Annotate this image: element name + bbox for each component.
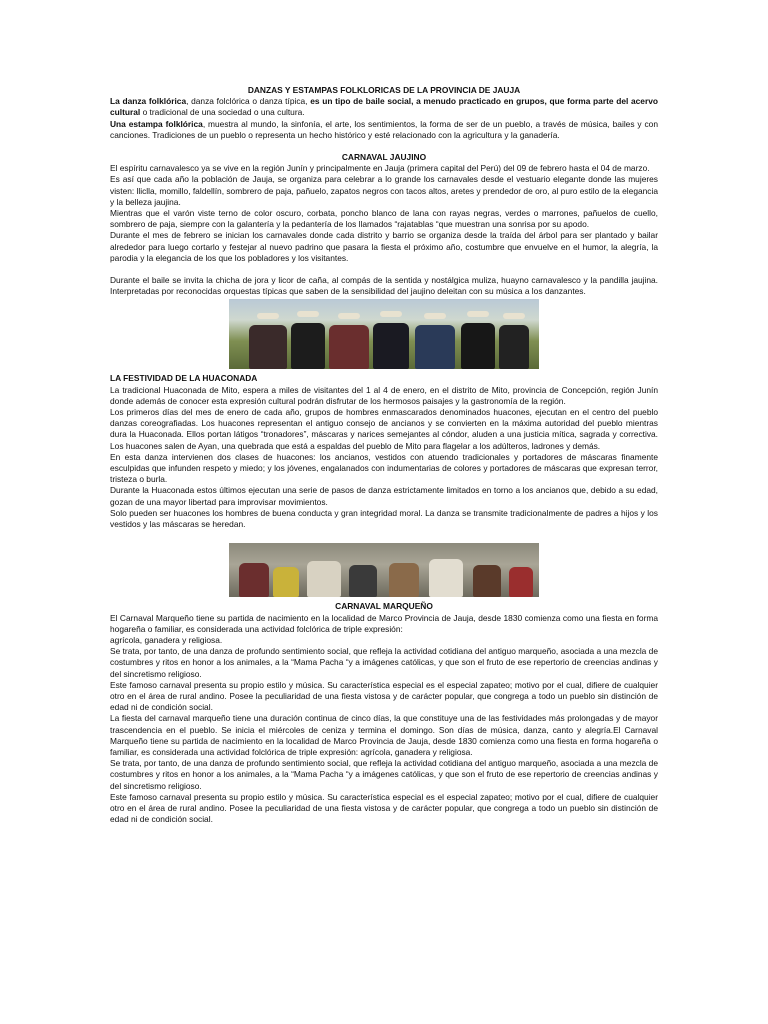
carnaval-jaujino-photo: [229, 299, 539, 369]
intro-folk-scene-paragraph: Una estampa folklórica, muestra al mundo, la sinfonía, el arte, los sentimientos, la forma de ser de un pueblo, a través de música, bailes y con canciones. Tradiciones de un pueblo o representa un hecho histórico y esté relacionado con la agricultura y la ganadería.: [110, 118, 658, 140]
paragraph: Se trata, por tanto, de una danza de profundo sentimiento social, que refleja la actividad cotidiana del antiguo marqueño, asociada a una mezcla de costumbres y ritos en honor a los animales, a la “Mama Pacha “y a imágenes católicas, y que son el fruto de ese repertorio de creencias andinas y del sincretismo religioso.: [110, 646, 658, 679]
paragraph: Durante el baile se invita la chicha de jora y licor de caña, al compás de la sentida y nostálgica muliza, huayno carnavalesco y la pandilla jaujina. Interpretadas por reconocidas orquestas típicas que saben de la sensibilidad del jaujino deleitan con su música a los danzantes.: [110, 275, 658, 297]
paragraph: El Carnaval Marqueño tiene su partida de nacimiento en la localidad de Marco Provincia de Jauja, desde 1830 comienza como una fiesta en forma hogareña o familiar, es considerada una actividad folclórica de triple expresión:: [110, 612, 658, 634]
section-heading-carnaval-marqueno: CARNAVAL MARQUEÑO: [335, 601, 433, 612]
section-heading-carnaval-jaujino: CARNAVAL JAUJINO: [341, 152, 427, 163]
paragraph: La tradicional Huaconada de Mito, espera a miles de visitantes del 1 al 4 de enero, en el distrito de Mito, provincia de Concepción, región Junín donde además de conocer esta expresión cultural podrán disfrutar de los hermosos paisajes y la gastronomía de la región.: [110, 384, 658, 406]
paragraph: Durante el mes de febrero se inician los carnavales donde cada distrito y barrio se organiza desde la traída del árbol para ser plantado y bailar alrededor para luego cortarlo y festejar al nuevo padrino que pasara la fiesta el próximo año, costumbre que envuelve en el humor, la alegría, la parodia y la elegancia de los que los pobladores y los visitantes.: [110, 230, 658, 263]
paragraph: En esta danza intervienen dos clases de huacones: los ancianos, vestidos con atuendo tradicionales y portadores de máscaras finamente esculpidas que infunden respeto y miedo; y los jóvenes, engalanados con indumentarias de colores y portadores de máscaras que expresan terror, tristeza o burla.: [110, 451, 658, 485]
paragraph: El espíritu carnavalesco ya se vive en la región Junín y principalmente en Jauja (primera capital del Perú) del 09 de febrero hasta el 04 de marzo.: [110, 163, 650, 174]
paragraph: Este famoso carnaval presenta su propio estilo y música. Su característica especial es el especial zapateo; motivo por el cual, difiere de cualquier otro en el área de rural andino. Posee la peculiaridad de una fiesta vistosa y de carácter popular, que congrega a todo un pueblo sin distinción de edad ni de condición social.: [110, 791, 658, 825]
section-heading-huaconada: LA FESTIVIDAD DE LA HUACONADA: [110, 373, 258, 384]
paragraph: Los primeros días del mes de enero de cada año, grupos de hombres enmascarados denominados huacones, ejecutan en el centro del pueblo danzas coreografiadas. Los huacones representan el antiguo consejo de ancianos y se convierten en la máxima autoridad del pueblo mientras dura la Huaconada. Ellos portan látigos “tronadores”, máscaras y narices semejantes al cóndor, aluden a una justicia mítica, sagrada y correctiva. Los huacones salen de Ayan, una quebrada que está a espaldas del pueblo de Mito para flagelar a los adúlteros, ladrones y demás.: [110, 407, 658, 451]
paragraph: La fiesta del carnaval marqueño tiene una duración continua de cinco días, la que constituye una de las festividades más prolongadas y de mayor trascendencia en el pueblo. Se inicia el miércoles de ceniza y termina el domingo. Son días de música, danza, canto y alegría.El Carnaval Marqueño tiene su partida de nacimiento en la localidad de Marco Provincia de Jauja, desde 1830 comienza como una fiesta en forma hogareña o familiar, es considerada una actividad folclórica de triple expresión: agrícola, ganadera y religiosa.: [110, 713, 658, 757]
document-page: [110, 85, 658, 825]
paragraph: Es así que cada año la población de Jauja, se organiza para celebrar a lo grande los carnavales desde el vestuario elegante donde las mujeres visten: lliclla, momillo, faldellín, sombrero de paja, pañuelo, zapatos negros con tacos altos, aretes y prendedor de oro, al puro estilo de la elegancia y la belleza jaujina.: [110, 174, 658, 207]
paragraph: Se trata, por tanto, de una danza de profundo sentimiento social, que refleja la actividad cotidiana del antiguo marqueño, asociada a una mezcla de costumbres y ritos en honor a los animales, a la “Mama Pacha “y a imágenes católicas, y que son el fruto de ese repertorio de creencias andinas y del sincretismo religioso.: [110, 758, 658, 791]
paragraph: Este famoso carnaval presenta su propio estilo y música. Su característica especial es el especial zapateo; motivo por el cual, difiere de cualquier otro en el área de rural andino. Posee la peculiaridad de una fiesta vistosa y de carácter popular, que congrega a todo un pueblo sin distinción de edad ni de condición social.: [110, 679, 658, 713]
paragraph: agrícola, ganadera y religiosa.: [110, 634, 223, 645]
paragraph: Solo pueden ser huacones los hombres de buena conducta y gran integridad moral. La danza se transmite tradicionalmente de padres a hijos y los vestidos y las máscaras se heredan.: [110, 507, 658, 530]
intro-folk-dance-paragraph: La danza folklórica, danza folclórica o danza típica, es un tipo de baile social, a menudo practicado en grupos, que forma parte del acervo cultural o tradicional de una sociedad o una cultura.: [110, 96, 659, 118]
document-title: DANZAS Y ESTAMPAS FOLKLORICAS DE LA PROVINCIA DE JAUJA: [247, 85, 521, 95]
huaconada-photo: [229, 543, 539, 597]
paragraph: Durante la Huaconada estos últimos ejecutan una serie de pasos de danza estrictamente limitados en torno a los ancianos que, debido a su edad, gozan de una mayor libertad para improvisar movimientos.: [110, 485, 658, 507]
paragraph: Mientras que el varón viste terno de color oscuro, corbata, poncho blanco de lana con rayas negras, verdes o marrones, pañuelos de cuello, sombrero de paja, siempre con la galantería y la pedantería de los llamados “rajatablas “que muestran una sonrisa por su apodo.: [110, 208, 658, 230]
